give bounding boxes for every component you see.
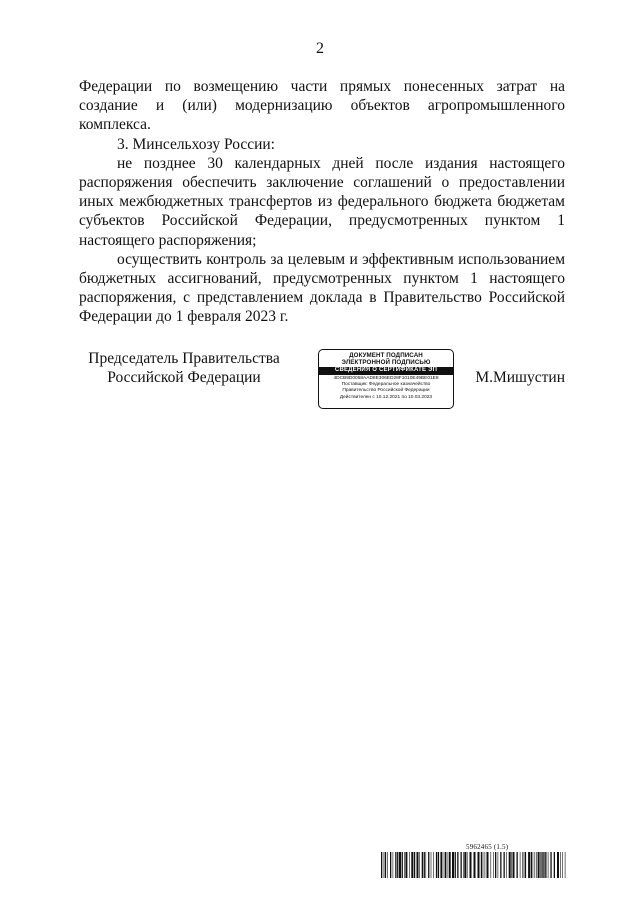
signatory-title-line1: Председатель Правительства <box>88 350 280 367</box>
stamp-serial: 4DCB9D0058AAD8E306ED28F1010E49BE01E8 <box>333 375 439 381</box>
stamp-certificate-bar: СВЕДЕНИЯ О СЕРТИФИКАТЕ ЭП <box>319 367 453 375</box>
paragraph-4: осуществить контроль за целевым и эффективным использованием бюджетных ассигнований, предусмотренных пунктом 1 настоящего распоряжения, с представлением доклада в Правительство Российской Федерации до 1 февраля 2023 г. <box>79 250 565 326</box>
stamp-issuer: Поставщик: Федеральное казначейство <box>341 381 431 387</box>
electronic-signature-stamp <box>318 349 454 409</box>
stamp-line1: ДОКУМЕНТ ПОДПИСАН <box>349 352 423 359</box>
signatory-title <box>79 349 289 387</box>
stamp-owner: Правительство Российской Федерации <box>342 388 430 394</box>
stamp-validity: Действителен с 10.12.2021 по 10.03.2023 <box>339 394 433 400</box>
paragraph-3: не позднее 30 календарных дней после издания настоящего распоряжения обеспечить заключение соглашений о предоставлении иных межбюджетных трансфертов из федерального бюджета бюджетам субъектов Российской Федерации, предусмотренных пунктом 1 настоящего распоряжения; <box>79 154 565 249</box>
page-number: 2 <box>316 40 324 57</box>
paragraph-1: Федерации по возмещению части прямых понесенных затрат на создание и (или) модернизацию объектов агропромышленного комплекса. <box>79 78 565 134</box>
document-code: 5962465 (1.5) <box>466 843 509 851</box>
signatory-name: М.Мишустин <box>475 369 565 386</box>
barcode-icon <box>381 852 566 878</box>
paragraph-2: 3. Минсельхозу России: <box>117 135 275 153</box>
document-body <box>79 77 565 327</box>
signatory-title-line2: Российской Федерации <box>107 369 261 386</box>
stamp-line2: ЭЛЕКТРОННОЙ ПОДПИСЬЮ <box>341 359 431 366</box>
